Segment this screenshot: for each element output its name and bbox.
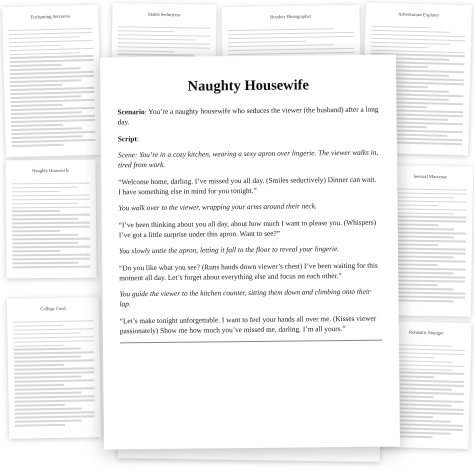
text-line [10, 87, 94, 91]
text-line [12, 246, 90, 248]
text-line [14, 364, 64, 366]
text-line [118, 26, 210, 29]
text-line [392, 256, 454, 258]
text-line [392, 260, 466, 263]
text-line [15, 412, 95, 415]
text-line [12, 254, 90, 256]
text-line [393, 208, 467, 211]
text-line [392, 224, 438, 226]
text-line [12, 144, 64, 147]
text-line [14, 368, 94, 371]
text-line [391, 292, 465, 295]
text-line [371, 49, 465, 53]
text-line [393, 188, 467, 191]
text-line [14, 360, 94, 363]
text-line [15, 408, 82, 411]
background-page-text [12, 180, 91, 273]
text-line [11, 107, 95, 111]
text-line [12, 262, 78, 264]
script-line: You walk over to the viewer, wrapping your arms around their neck. [118, 201, 317, 213]
text-line [13, 320, 93, 323]
text-line [14, 392, 81, 395]
background-page-title: Naughty Housewife [32, 167, 70, 174]
text-line [11, 99, 95, 103]
text-line [393, 204, 439, 206]
text-line [10, 96, 81, 99]
text-line [228, 31, 354, 35]
text-line [9, 55, 93, 59]
text-line [228, 47, 354, 51]
text-line [391, 272, 453, 274]
page-body [117, 105, 381, 344]
text-line [371, 37, 465, 41]
text-line [13, 328, 93, 331]
text-line [11, 127, 82, 130]
text-line [13, 336, 93, 339]
text-line [15, 404, 65, 406]
text-line [118, 30, 175, 32]
script-line: “Let’s make tonight unforgettable. I want to feel your hands all over me. (Kisses viewer passionately) Show me how much you’ve missed me, darling. I’m all yours.” [119, 313, 377, 335]
text-line [15, 400, 95, 403]
scenario-paragraph [117, 105, 379, 128]
background-page-title: Adventurous Explorer [398, 11, 440, 18]
main-page [100, 54, 400, 449]
background-page-text [13, 317, 95, 432]
text-line [15, 424, 65, 426]
scenario-text: : You’re a naughty housewife who seduces the viewer (the husband) after a long day. [117, 104, 379, 127]
text-line [392, 264, 438, 266]
script-line: Scene: You’re in a cozy kitchen, wearing a sexy apron over lingerie. The viewer walks in, tired from work. [117, 147, 379, 170]
text-line [393, 192, 467, 195]
text-line [13, 324, 63, 326]
text-line [118, 34, 210, 37]
text-line [12, 214, 90, 216]
text-line [11, 131, 95, 135]
text-line [392, 212, 454, 214]
script-label: Script [117, 133, 137, 143]
text-line [391, 300, 453, 302]
text-line [12, 210, 60, 212]
text-line [228, 44, 334, 47]
text-line [228, 35, 354, 39]
script-line: You slowly untie the apron, letting it fall to the floor to reveal your lingerie. [118, 244, 340, 256]
background-page [2, 5, 102, 157]
text-line [13, 332, 80, 335]
text-line [9, 31, 93, 35]
text-line [391, 288, 453, 290]
text-line [371, 29, 450, 32]
text-line [12, 198, 90, 200]
background-page-text [118, 23, 211, 59]
text-line [12, 226, 90, 228]
text-line [371, 41, 450, 44]
text-line [10, 84, 62, 87]
text-line [392, 244, 438, 246]
script-line: “Do you like what you see? (Runs hands down viewer’s chest) I’ve been waiting for this moment all day. Let’s forget about everything else and focus on each other.” [119, 260, 378, 282]
text-line [9, 44, 61, 47]
text-line [9, 52, 80, 55]
script-line: “I’ve been thinking about you all day, about how much I want to please you. (Whispers) I’ve got a little surprise under this apron. Want to see?” [118, 217, 377, 239]
text-line [14, 340, 94, 343]
text-line [371, 33, 465, 37]
background-page-title: Sensual Masseuse [413, 173, 447, 180]
text-line [15, 416, 95, 419]
text-line [12, 222, 90, 224]
text-line [14, 344, 64, 346]
text-line [392, 248, 466, 251]
text-line [12, 186, 78, 188]
text-line [12, 230, 60, 232]
text-line [392, 220, 466, 223]
script-heading [118, 131, 380, 144]
text-line [9, 28, 93, 32]
text-line [12, 139, 96, 143]
text-line [392, 268, 466, 271]
script-line: You guide the viewer to the kitchen counter, sitting them down and climbing onto their lap. [119, 286, 371, 309]
text-line [10, 80, 81, 83]
text-line [392, 232, 466, 235]
text-line [118, 46, 210, 49]
text-line [12, 206, 90, 208]
text-line [228, 40, 306, 43]
text-line [11, 124, 63, 127]
text-line [393, 196, 455, 198]
text-line [14, 352, 94, 355]
text-line [371, 25, 429, 28]
text-line [9, 59, 93, 63]
text-line [11, 135, 82, 138]
text-line [392, 240, 466, 243]
text-line [12, 190, 60, 192]
text-line [12, 266, 90, 268]
text-line [371, 45, 429, 48]
scenario-label: Scenario [117, 107, 145, 117]
text-line [14, 388, 94, 391]
script-line: “Welcome home, darling. I’ve missed you all day. (Smiles seductively) Dinner can wait. I have something else in mind for you tonight.” [118, 174, 377, 196]
text-line [118, 50, 175, 52]
text-line [12, 250, 60, 252]
text-line [12, 242, 78, 244]
text-line [12, 218, 78, 220]
text-line [12, 234, 78, 236]
text-line [392, 216, 466, 219]
text-line [228, 28, 334, 31]
text-line [15, 420, 82, 423]
text-line [9, 47, 93, 51]
text-line [14, 348, 81, 351]
text-line [118, 38, 195, 41]
text-line [393, 200, 467, 203]
background-page-text [391, 185, 467, 310]
text-line [14, 372, 94, 375]
background-page-title: Stable Seductress [148, 11, 181, 18]
text-line [10, 75, 94, 79]
background-page-title: Enchanting Sorceress [30, 13, 71, 20]
text-line [12, 182, 90, 184]
text-line [12, 238, 90, 240]
text-line [14, 376, 81, 379]
text-line [10, 91, 94, 95]
text-line [12, 202, 78, 204]
text-line [10, 64, 62, 67]
text-line [392, 252, 466, 255]
text-line [9, 39, 93, 43]
text-line [11, 104, 63, 107]
background-page-title: Romantic Stranger [409, 329, 444, 336]
text-line [392, 228, 454, 230]
text-line [391, 296, 465, 299]
divider [120, 340, 382, 344]
text-line [11, 112, 82, 115]
text-line [10, 71, 94, 75]
text-line [14, 384, 64, 386]
text-line [12, 194, 90, 196]
background-page-title: Boudoir Photographer [270, 13, 312, 20]
text-line [391, 276, 465, 279]
text-line [10, 68, 81, 71]
background-page [5, 160, 96, 279]
text-line [14, 396, 94, 399]
text-line [14, 380, 94, 383]
text-line [14, 356, 81, 359]
text-line [391, 280, 465, 283]
page-title: Naughty Housewife [187, 77, 309, 95]
text-line [11, 115, 95, 119]
background-page [7, 297, 101, 439]
text-line [118, 42, 210, 45]
script-colon: : [136, 133, 139, 143]
text-line [11, 119, 95, 123]
background-page-text [9, 25, 96, 151]
text-line [9, 36, 80, 39]
text-line [392, 236, 454, 238]
text-line [12, 258, 90, 260]
background-page-title: College Coed [40, 305, 66, 312]
